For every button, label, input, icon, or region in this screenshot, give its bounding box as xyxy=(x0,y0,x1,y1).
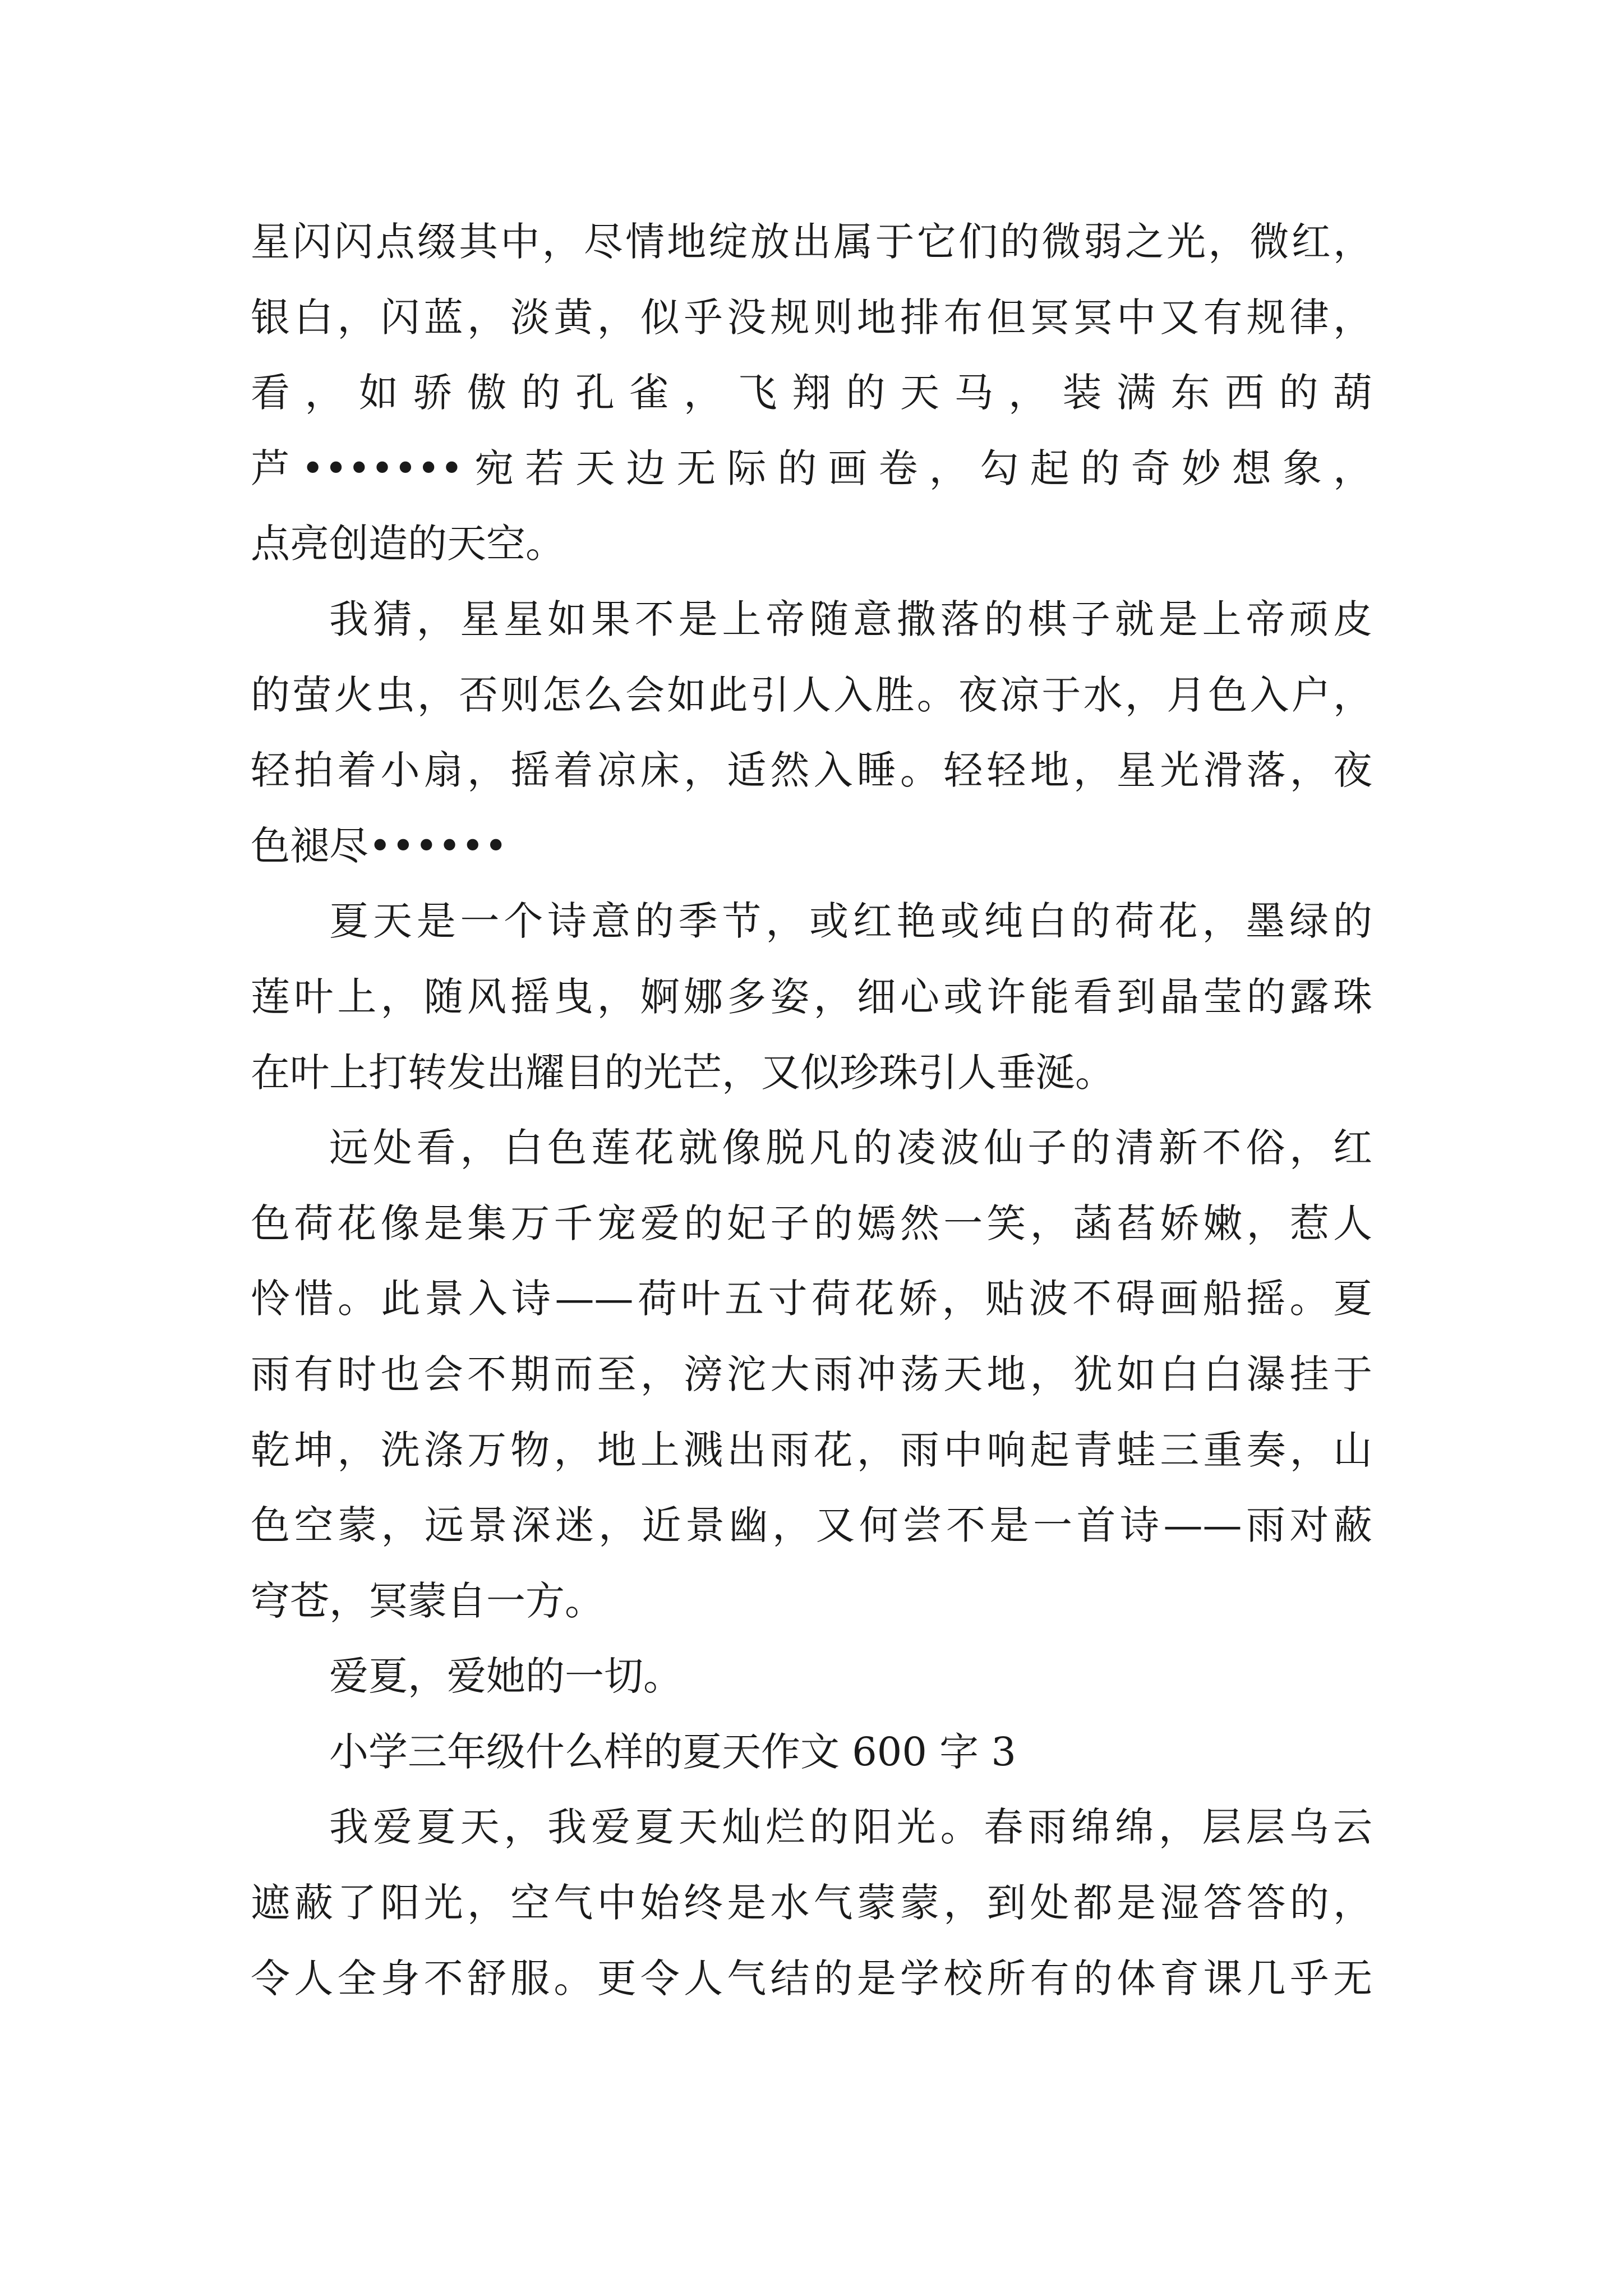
paragraph-first-line: 夏天是一个诗意的季节，或红艳或纯白的荷花，墨绿的 xyxy=(329,898,1372,945)
paragraph-first-line: 我爱夏天，我爱夏天灿烂的阳光。春雨绵绵，层层乌云 xyxy=(329,1804,1372,1851)
text-line: 遮蔽了阳光，空气中始终是水气蒙蒙，到处都是湿答答的， xyxy=(251,1880,1372,1926)
essay-body xyxy=(251,204,1372,2016)
text-line: 的萤火虫，否则怎么会如此引人入胜。夜凉于水，月色入户， xyxy=(251,671,1372,718)
paragraph-first-line: 小学三年级什么样的夏天作文 600 字 3 xyxy=(329,1728,1016,1775)
paragraph-first-line: 远处看，白色莲花就像脱凡的凌波仙子的清新不俗，红 xyxy=(329,1125,1372,1171)
text-line: 点亮创造的天空。 xyxy=(251,521,565,567)
text-line: 穹苍，冥蒙自一方。 xyxy=(251,1577,604,1624)
text-line: 雨有时也会不期而至，滂沱大雨冲荡天地，犹如白白瀑挂于 xyxy=(251,1351,1372,1397)
text-line: 色褪尽•••••• xyxy=(251,822,508,869)
text-line: 怜惜。此景入诗——荷叶五寸荷花娇，贴波不碍画船摇。夏 xyxy=(251,1276,1372,1322)
text-line: 色空蒙，远景深迷，近景幽，又何尝不是一首诗——雨对蔽 xyxy=(251,1502,1372,1549)
text-line: 乾坤，洗涤万物，地上溅出雨花，雨中响起青蛙三重奏，山 xyxy=(251,1427,1372,1473)
text-line: 色荷花像是集万千宠爱的妃子的嫣然一笑，菡萏娇嫩，惹人 xyxy=(251,1200,1372,1246)
text-line: 莲叶上，随风摇曳，婀娜多姿，细心或许能看到晶莹的露珠 xyxy=(251,973,1372,1020)
paragraph-first-line: 我猜，星星如果不是上帝随意撒落的棋子就是上帝顽皮 xyxy=(329,596,1372,642)
text-line: 看 ， 如 骄 傲 的 孔 雀 ， 飞 翔 的 天 马 ， 装 满 东 西 的 葫 xyxy=(251,370,1372,416)
text-line: 轻拍着小扇，摇着凉床，适然入睡。轻轻地，星光滑落，夜 xyxy=(251,747,1372,794)
text-line: 芦•••••••宛若天边无际的画卷，勾起的奇妙想象， xyxy=(251,445,1372,491)
text-line: 令人全身不舒服。更令人气结的是学校所有的体育课几乎无 xyxy=(251,1955,1372,2001)
text-line: 在叶上打转发出耀目的光芒，又似珍珠引人垂涎。 xyxy=(251,1049,1114,1096)
text-line: 银白，闪蓝，淡黄，似乎没规则地排布但冥冥中又有规律， xyxy=(251,294,1372,341)
paragraph-first-line: 爱夏，爱她的一切。 xyxy=(329,1653,683,1700)
text-line: 星闪闪点缀其中，尽情地绽放出属于它们的微弱之光，微红， xyxy=(251,219,1372,265)
